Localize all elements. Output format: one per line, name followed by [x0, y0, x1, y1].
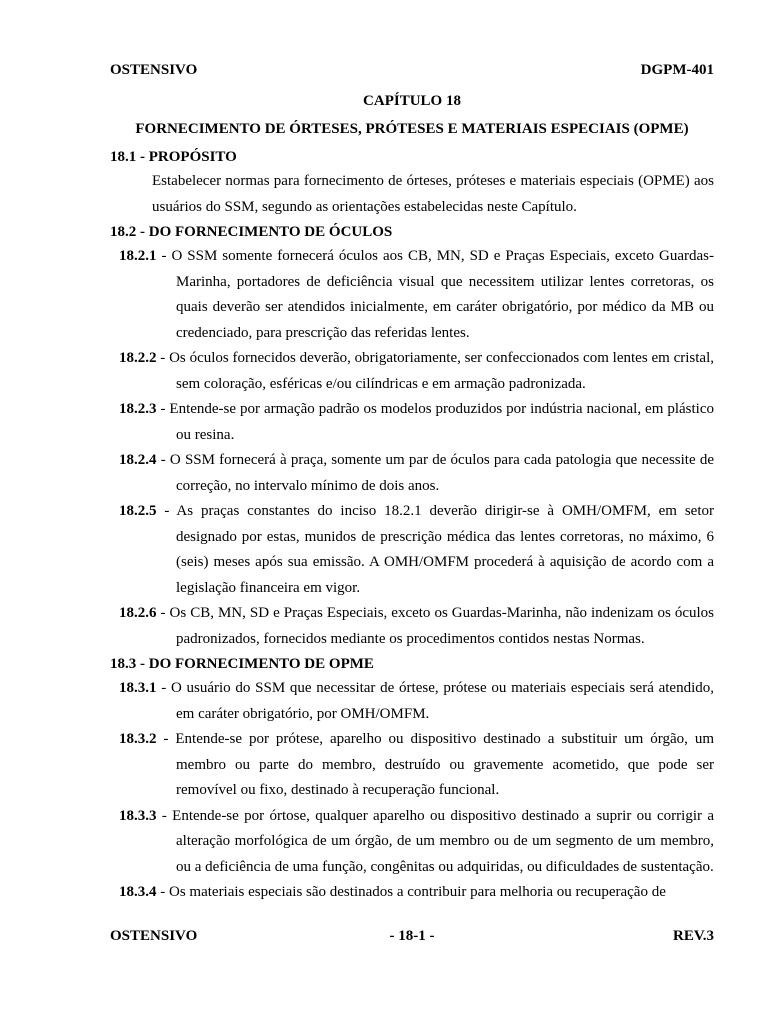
- item-18-2-6: [110, 601, 714, 652]
- item-text: - O SSM somente fornecerá óculos aos CB, MN, SD e Praças Especiais, exceto Guardas-Marinha, portadores de deficiência visual que necessitem utilizar lentes corretoras, os quais deverão ser atendidos inicialmente, em caráter obrigatório, por médico da MB ou credenciado, para prescrição das referidas lentes.: [156, 248, 714, 341]
- item-18-2-4: [110, 448, 714, 499]
- item-text: - Entende-se por órtose, qualquer aparelho ou dispositivo destinado a suprir ou corrigir a alteração morfológica de um órgão, de um membro ou de um segmento de um membro, ou a deficiência de uma função, congênitas ou adquiridas, ou dificuldades de sustentação.: [156, 807, 714, 875]
- item-text: - Entende-se por armação padrão os modelos produzidos por indústria nacional, em plástico ou resina.: [156, 401, 714, 443]
- section-heading-18-1: 18.1 - PROPÓSITO: [110, 149, 237, 165]
- page-footer: [110, 928, 714, 945]
- item-number: 18.2.5: [119, 503, 157, 519]
- item-18-3-1: [110, 676, 714, 727]
- footer-revision: REV.3: [673, 928, 714, 944]
- page-header: [110, 62, 714, 79]
- item-number: 18.3.1: [119, 680, 157, 696]
- item-18-2-1: [110, 244, 714, 346]
- item-18-2-2: [110, 346, 714, 397]
- item-number: 18.2.2: [119, 350, 157, 366]
- item-text: - Os CB, MN, SD e Praças Especiais, exceto os Guardas-Marinha, não indenizam os óculos padronizados, fornecidos mediante os procedimentos contidos nestas Normas.: [156, 605, 714, 647]
- item-number: 18.3.4: [119, 884, 157, 900]
- chapter-subtitle: FORNECIMENTO DE ÓRTESES, PRÓTESES E MATERIAIS ESPECIAIS (OPME): [135, 121, 689, 137]
- item-number: 18.2.3: [119, 401, 157, 417]
- item-text: - Os materiais especiais são destinados a contribuir para melhoria ou recuperação de: [156, 884, 666, 900]
- document-body: [110, 145, 714, 906]
- item-18-2-5: [110, 499, 714, 601]
- item-text: - O usuário do SSM que necessitar de órtese, prótese ou materiais especiais será atendido, em caráter obrigatório, por OMH/OMFM.: [156, 680, 714, 722]
- item-number: 18.2.1: [119, 248, 157, 264]
- item-18-2-3: [110, 397, 714, 448]
- item-text: - As praças constantes do inciso 18.2.1 deverão dirigir-se à OMH/OMFM, em setor designado por estas, munidos de prescrição médica das lentes corretoras, no máximo, 6 (seis) meses após sua emissão. A OMH/OMFM procederá à aquisição de acordo com a legislação financeira em vigor.: [156, 503, 714, 596]
- item-text: - O SSM fornecerá à praça, somente um par de óculos para cada patologia que necessite de correção, no intervalo mínimo de dois anos.: [156, 452, 714, 494]
- item-number: 18.2.6: [119, 605, 157, 621]
- item-number: 18.3.2: [119, 731, 157, 747]
- header-doc-code: DGPM-401: [640, 62, 714, 78]
- item-number: 18.2.4: [119, 452, 157, 468]
- section-heading-18-3: 18.3 - DO FORNECIMENTO DE OPME: [110, 656, 374, 672]
- item-18-3-3: [110, 804, 714, 881]
- page-number: - 18-1 -: [389, 928, 435, 944]
- footer-classification: OSTENSIVO: [110, 928, 198, 944]
- item-text: - Os óculos fornecidos deverão, obrigatoriamente, ser confeccionados com lentes em cristal, sem coloração, esféricas e/ou cilíndricas e em armação padronizada.: [156, 350, 714, 392]
- item-18-3-2: [110, 727, 714, 804]
- header-classification: OSTENSIVO: [110, 62, 198, 78]
- chapter-title: CAPÍTULO 18: [363, 93, 461, 109]
- section-heading-18-2: 18.2 - DO FORNECIMENTO DE ÓCULOS: [110, 224, 393, 240]
- item-18-3-4: [110, 880, 714, 906]
- item-text: - Entende-se por prótese, aparelho ou dispositivo destinado a substituir um órgão, um membro ou parte do membro, destruído ou gravemente acometido, que pode ser removível ou fixo, destinado à recuperação funcional.: [156, 731, 714, 798]
- item-number: 18.3.3: [119, 807, 157, 824]
- section-18-1-text: Estabelecer normas para fornecimento de órteses, próteses e materiais especiais (OPME) aos usuários do SSM, segundo as orientações estabelecidas neste Capítulo.: [152, 173, 714, 215]
